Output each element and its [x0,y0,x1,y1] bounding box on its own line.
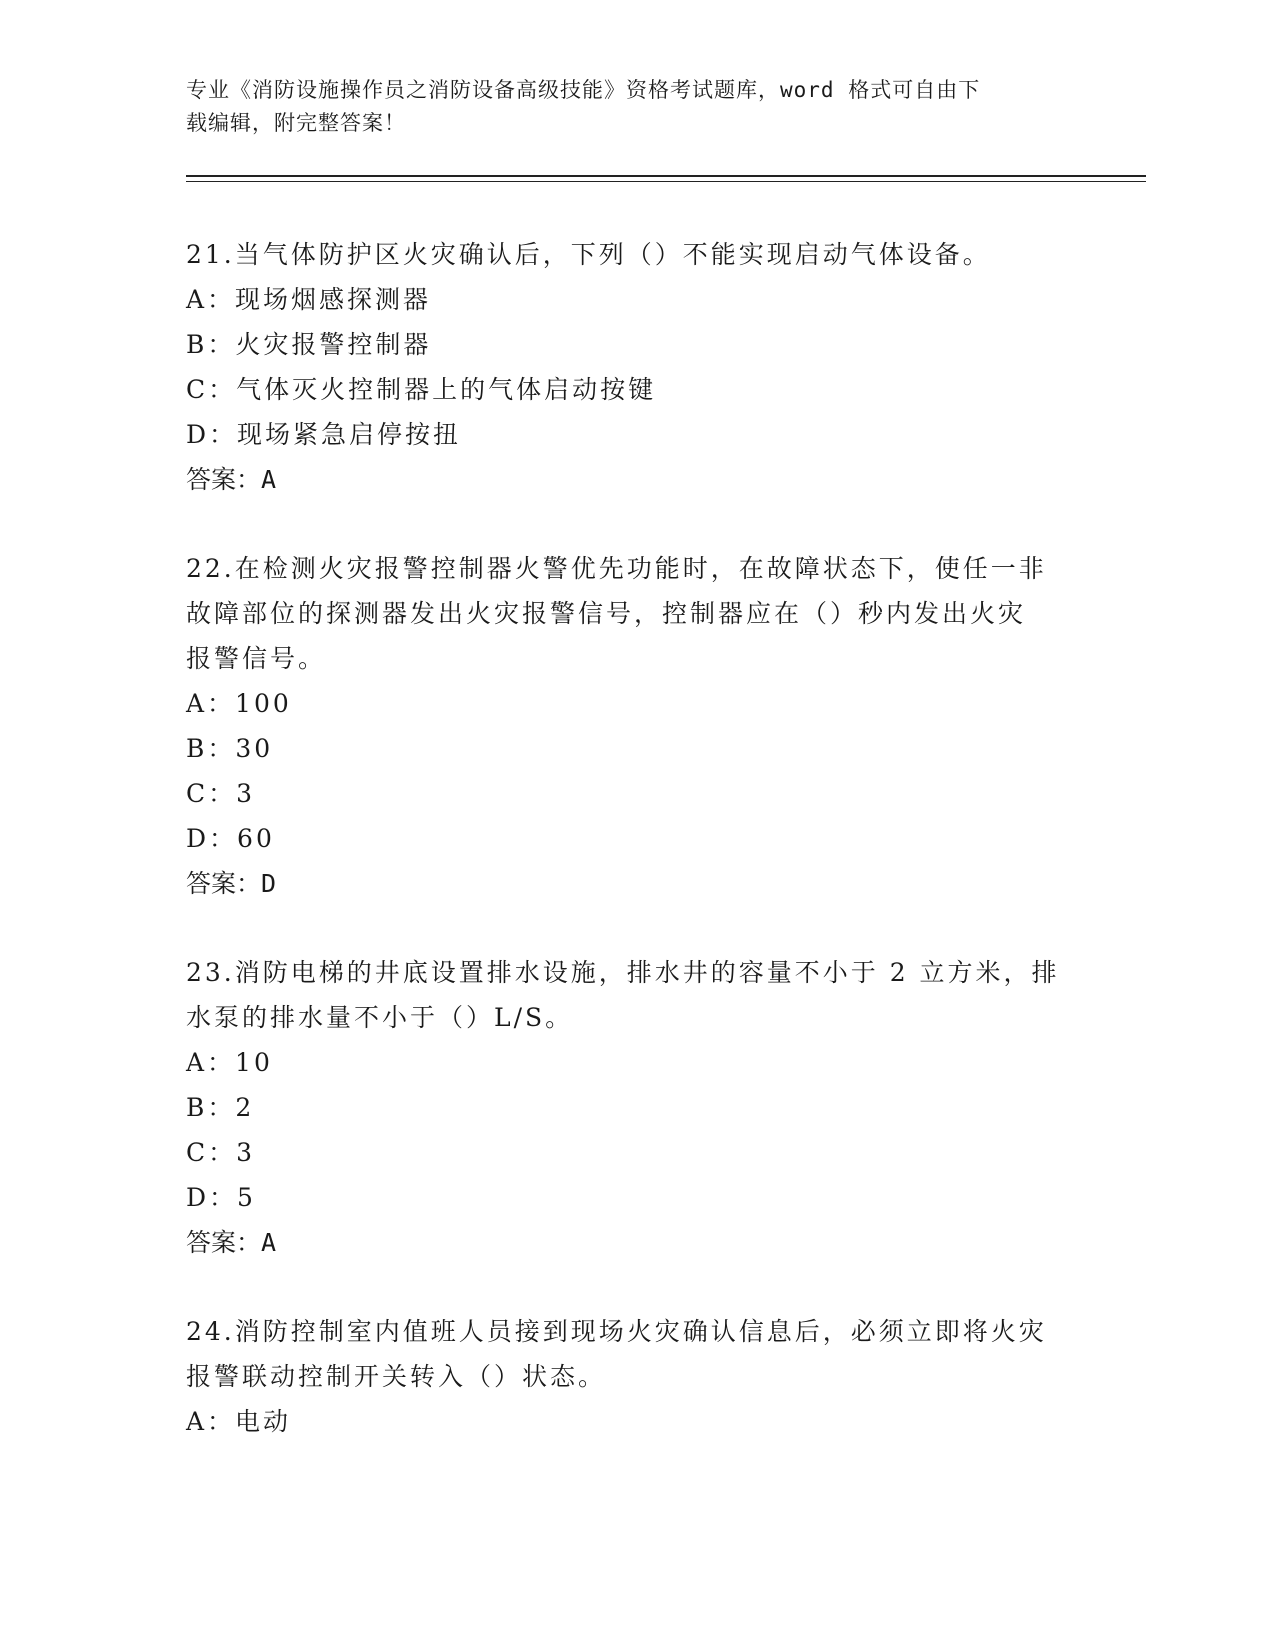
question-24 [186,1309,1066,1444]
option-c: C：气体灭火控制器上的气体启动按键 [186,375,657,404]
question-stem: 21.当气体防护区火灾确认后，下列（）不能实现启动气体设备。 [186,240,991,269]
answer-line: 答案：D [186,869,277,898]
option-c: C：3 [186,1138,256,1167]
question-list [186,232,1066,1488]
question-stem-continued: 报警联动控制开关转入（）状态。 [186,1362,607,1391]
option-d: D：5 [186,1183,256,1212]
option-d: D：现场紧急启停按扭 [186,420,462,449]
header-divider-thin [186,181,1146,182]
option-a: A：100 [186,689,292,718]
option-b: B：30 [186,734,274,763]
question-stem: 24.消防控制室内值班人员接到现场火灾确认信息后，必须立即将火灾 [186,1317,1047,1346]
question-stem: 23.消防电梯的井底设置排水设施，排水井的容量不小于 2 立方米，排 [186,958,1060,987]
question-stem-continued: 水泵的排水量不小于（）L/S。 [186,1003,574,1032]
option-b: B：2 [186,1093,255,1122]
question-22 [186,546,1066,906]
header-line-2: 载编辑，附完整答案！ [186,111,406,135]
question-23 [186,950,1066,1265]
question-stem-continued: 故障部位的探测器发出火灾报警信号，控制器应在（）秒内发出火灾 [186,599,1027,628]
question-21 [186,232,1066,502]
document-header [186,74,1076,140]
option-b: B：火灾报警控制器 [186,330,432,359]
option-c: C：3 [186,779,256,808]
header-line-1: 专业《消防设施操作员之消防设备高级技能》资格考试题库，word 格式可自由下 [186,78,981,102]
option-a: A：电动 [186,1407,292,1436]
answer-line: 答案：A [186,465,277,494]
answer-line: 答案：A [186,1228,277,1257]
option-a: A：10 [186,1048,273,1077]
option-d: D：60 [186,824,275,853]
header-divider-thick [186,175,1146,177]
option-a: A：现场烟感探测器 [186,285,432,314]
question-stem: 22.在检测火灾报警控制器火警优先功能时，在故障状态下，使任一非 [186,554,1047,583]
question-stem-continued: 报警信号。 [186,644,327,673]
